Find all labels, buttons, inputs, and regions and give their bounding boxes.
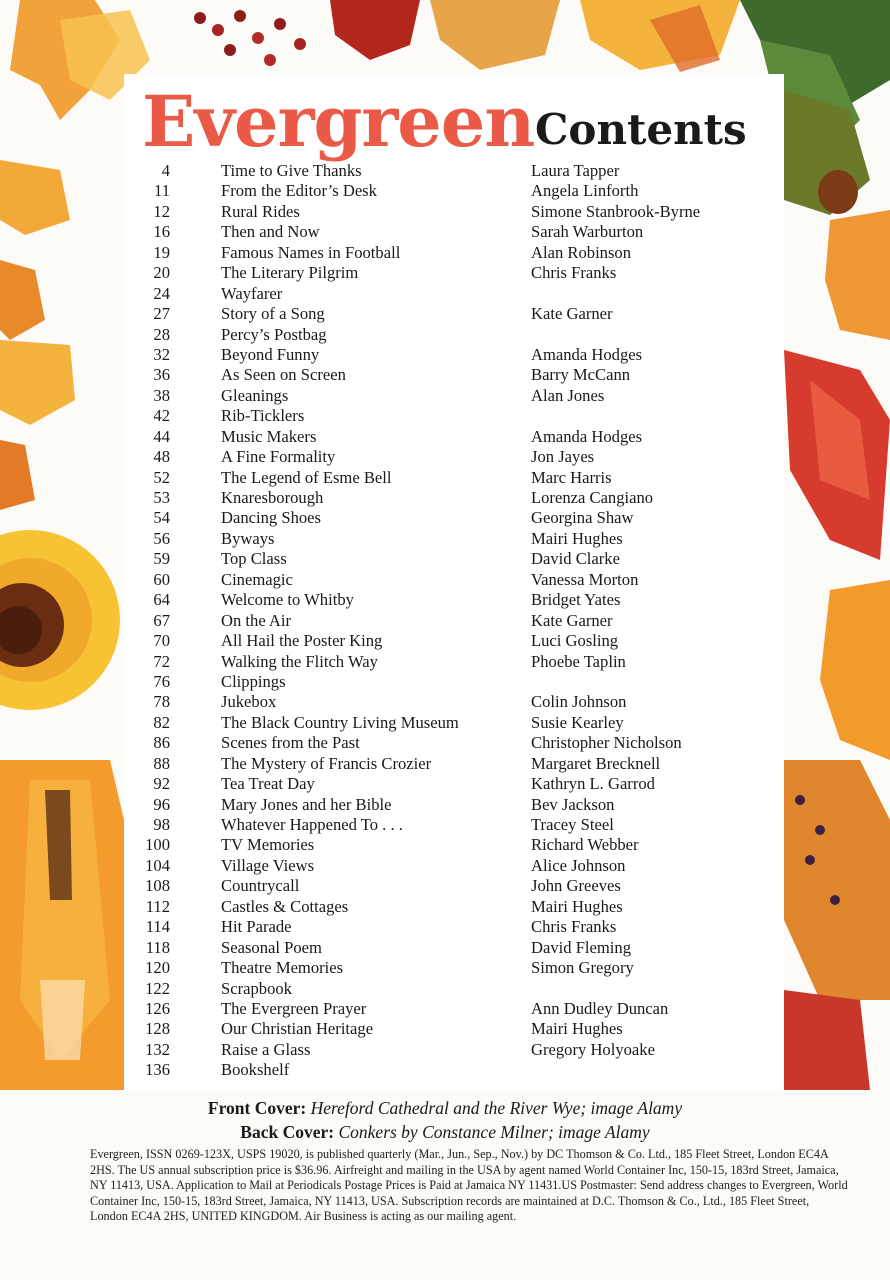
article-author: Marc Harris [531, 467, 612, 487]
back-cover-label: Back Cover: [240, 1122, 335, 1142]
page-number: 122 [145, 978, 170, 998]
contents-row [126, 1019, 776, 1039]
article-title: The Evergreen Prayer [221, 998, 367, 1018]
front-cover-text: Hereford Cathedral and the River Wye; image Alamy [310, 1098, 683, 1118]
page-number: 70 [153, 631, 170, 651]
article-title: Our Christian Heritage [221, 1019, 374, 1039]
back-cover-credit [0, 1122, 890, 1143]
page-number: 128 [145, 1019, 170, 1039]
article-author: Alan Robinson [531, 242, 632, 262]
article-title: From the Editor’s Desk [221, 181, 377, 201]
article-title: Cinemagic [221, 569, 293, 589]
page-number: 118 [145, 937, 170, 957]
page-number: 36 [153, 365, 170, 385]
contents-row [126, 488, 776, 508]
page-number: 100 [145, 835, 170, 855]
contents-row [126, 427, 776, 447]
page-number: 53 [153, 488, 170, 507]
right-leaves-illustration [784, 90, 890, 1090]
page-number: 126 [145, 998, 170, 1018]
front-cover-credit [0, 1098, 890, 1119]
page-number: 12 [153, 201, 170, 221]
contents-row [126, 508, 776, 528]
article-title: Theatre Memories [221, 958, 344, 978]
article-author: Simone Stanbrook-Byrne [531, 201, 701, 221]
page-number: 120 [145, 958, 170, 978]
contents-heading: Contents [535, 105, 747, 154]
page-number: 19 [153, 242, 170, 262]
contents-row [126, 938, 776, 958]
article-title: Wayfarer [221, 283, 283, 303]
contents-list [126, 161, 776, 1081]
publication-imprint: Evergreen, ISSN 0269-123X, USPS 19020, is published quarterly (Mar., Jun., Sep., Nov.) by DC Thomson & Co. Ltd., 185 Fleet Street, London EC4A 2HS. The US annual subscription price is $36.96. Airfreight and mailing in the USA by agent named World Container Inc, 150-15, 183rd Street, Jamaica, NY 11413, USA. Application to Mail at Periodicals Postage Prices is Paid at Jamaica NY 11431.US Postmaster: Send address changes to Evergreen, World Container Inc, 150-15, 183rd Street, Jamaica, NY 11413, USA. Subscription records are maintained at D.C. Thomson & Co., Ltd., 185 Fleet Street, London EC4A 2HS, UNITED KINGDOM. Air Business is acting as our mailing agent. [90, 1147, 848, 1224]
article-author: Mairi Hughes [531, 1019, 623, 1039]
page-number: 76 [153, 671, 170, 691]
article-author: David Clarke [531, 549, 620, 569]
article-author: Chris Franks [531, 263, 617, 283]
page-number: 42 [153, 406, 170, 426]
article-title: Castles & Cottages [221, 896, 349, 916]
contents-row [126, 365, 776, 385]
page-number: 52 [153, 467, 170, 487]
article-title: Then and Now [221, 222, 320, 242]
article-title: Rural Rides [221, 201, 300, 221]
article-title: The Legend of Esme Bell [221, 467, 392, 487]
page-number: 4 [161, 161, 170, 180]
page-number: 112 [145, 896, 170, 916]
contents-row [126, 181, 776, 201]
article-author: Sarah Warburton [531, 222, 644, 242]
contents-row [126, 917, 776, 937]
article-title: Raise a Glass [221, 1039, 311, 1059]
contents-row [126, 447, 776, 467]
article-title: Story of a Song [221, 304, 325, 324]
article-author: Lorenza Cangiano [531, 488, 654, 507]
page-number: 86 [153, 733, 170, 753]
article-title: Mary Jones and her Bible [221, 794, 392, 814]
contents-row [126, 876, 776, 896]
left-flowers-illustration [0, 160, 124, 1090]
article-author: Barry McCann [531, 365, 631, 385]
article-title: Knaresborough [221, 488, 324, 507]
article-author: Angela Linforth [531, 181, 639, 201]
contents-row [126, 835, 776, 855]
contents-row [126, 529, 776, 549]
contents-row [126, 1040, 776, 1060]
article-author: Alice Johnson [531, 855, 626, 875]
article-author: Phoebe Taplin [531, 651, 626, 671]
contents-row [126, 856, 776, 876]
article-author: Christopher Nicholson [531, 733, 682, 753]
page-number: 67 [153, 610, 170, 630]
page-number: 16 [153, 222, 170, 242]
article-author: David Fleming [531, 937, 632, 957]
article-author: John Greeves [531, 876, 621, 896]
article-author: Tracey Steel [531, 815, 614, 834]
article-author: Susie Kearley [531, 712, 624, 732]
page-number: 92 [153, 774, 170, 794]
article-author: Jon Jayes [531, 447, 595, 467]
article-author: Kate Garner [531, 304, 613, 324]
page-number: 108 [145, 876, 170, 896]
contents-row [126, 406, 776, 426]
contents-row [126, 202, 776, 222]
contents-row [126, 713, 776, 733]
article-title: Beyond Funny [221, 344, 320, 364]
article-title: On the Air [221, 610, 292, 630]
contents-row [126, 979, 776, 999]
page-number: 28 [153, 324, 170, 344]
contents-row [126, 692, 776, 712]
contents-row [126, 611, 776, 631]
page-number: 54 [153, 508, 170, 528]
contents-row [126, 631, 776, 651]
front-cover-label: Front Cover: [207, 1098, 307, 1118]
article-author: Richard Webber [531, 835, 639, 855]
article-title: The Black Country Living Museum [221, 712, 459, 732]
contents-row [126, 468, 776, 488]
article-author: Mairi Hughes [531, 528, 623, 548]
contents-row [126, 222, 776, 242]
page-number: 96 [153, 794, 170, 814]
contents-row [126, 795, 776, 815]
article-title: The Literary Pilgrim [221, 263, 359, 283]
article-title: Village Views [221, 855, 315, 875]
page-number: 56 [153, 528, 170, 548]
article-title: Percy’s Postbag [221, 324, 327, 344]
article-title: A Fine Formality [221, 447, 336, 467]
contents-row [126, 161, 776, 181]
article-title: Dancing Shoes [221, 508, 322, 528]
article-title: Countrycall [221, 876, 300, 896]
article-author: Gregory Holyoake [531, 1039, 655, 1059]
page-number: 88 [153, 753, 170, 773]
page-number: 104 [145, 855, 170, 875]
contents-row [126, 897, 776, 917]
contents-row [126, 549, 776, 569]
contents-row [126, 304, 776, 324]
article-author: Chris Franks [531, 917, 617, 937]
contents-row [126, 1060, 776, 1080]
page-number: 98 [153, 815, 170, 834]
page-number: 60 [153, 569, 170, 589]
article-title: Top Class [221, 549, 287, 569]
page-number: 44 [153, 426, 170, 446]
article-title: Famous Names in Football [221, 242, 401, 262]
article-author: Kate Garner [531, 610, 613, 630]
article-author: Simon Gregory [531, 958, 634, 978]
article-author: Laura Tapper [531, 161, 620, 180]
page-number: 11 [154, 181, 170, 201]
article-title: Hit Parade [221, 917, 292, 937]
contents-row [126, 345, 776, 365]
article-title: Seasonal Poem [221, 937, 322, 957]
page-number: 136 [145, 1060, 170, 1080]
contents-row [126, 754, 776, 774]
contents-row [126, 386, 776, 406]
page-number: 24 [153, 283, 170, 303]
article-title: Welcome to Whitby [221, 590, 354, 610]
contents-row [126, 958, 776, 978]
article-title: Scrapbook [221, 978, 292, 998]
page-number: 20 [153, 263, 170, 283]
page-number: 48 [153, 447, 170, 467]
page-number: 72 [153, 651, 170, 671]
article-author: Ann Dudley Duncan [531, 998, 669, 1018]
article-title: TV Memories [221, 835, 315, 855]
page-number: 114 [145, 917, 170, 937]
article-title: Whatever Happened To . . . [221, 815, 403, 834]
contents-row [126, 325, 776, 345]
contents-row [126, 263, 776, 283]
article-author: Mairi Hughes [531, 896, 623, 916]
article-title: All Hail the Poster King [221, 631, 383, 651]
article-title: The Mystery of Francis Crozier [221, 753, 432, 773]
article-author: Amanda Hodges [531, 426, 643, 446]
article-author: Kathryn L. Garrod [531, 774, 655, 794]
contents-row [126, 243, 776, 263]
contents-row [126, 570, 776, 590]
article-title: As Seen on Screen [221, 365, 346, 385]
article-title: Bookshelf [221, 1060, 290, 1080]
page-number: 64 [153, 590, 170, 610]
contents-row [126, 284, 776, 304]
contents-row [126, 590, 776, 610]
article-title: Walking the Flitch Way [221, 651, 378, 671]
article-title: Gleanings [221, 385, 289, 405]
article-title: Jukebox [221, 692, 277, 712]
article-title: Byways [221, 528, 275, 548]
contents-row [126, 774, 776, 794]
page-number: 59 [153, 549, 170, 569]
article-author: Bev Jackson [531, 794, 615, 814]
article-author: Colin Johnson [531, 692, 627, 712]
contents-row [126, 672, 776, 692]
article-author: Alan Jones [531, 385, 605, 405]
article-title: Rib-Ticklers [221, 406, 305, 426]
evergreen-logo: Evergreen [142, 80, 535, 163]
article-title: Time to Give Thanks [221, 161, 362, 180]
article-author: Georgina Shaw [531, 508, 634, 528]
page-number: 82 [153, 712, 170, 732]
contents-row [126, 815, 776, 835]
article-title: Tea Treat Day [221, 774, 315, 794]
page-number: 132 [145, 1039, 170, 1059]
article-title: Scenes from the Past [221, 733, 360, 753]
page-number: 32 [153, 344, 170, 364]
article-author: Vanessa Morton [531, 569, 639, 589]
page-number: 38 [153, 385, 170, 405]
article-title: Clippings [221, 671, 286, 691]
article-author: Bridget Yates [531, 590, 621, 610]
page-number: 78 [153, 692, 170, 712]
contents-row [126, 733, 776, 753]
page-number: 27 [153, 304, 170, 324]
back-cover-text: Conkers by Constance Milner; image Alamy [338, 1122, 650, 1142]
article-author: Luci Gosling [531, 631, 619, 651]
contents-row [126, 652, 776, 672]
contents-row [126, 999, 776, 1019]
article-author: Margaret Brecknell [531, 753, 661, 773]
article-title: Music Makers [221, 426, 317, 446]
article-author: Amanda Hodges [531, 344, 643, 364]
